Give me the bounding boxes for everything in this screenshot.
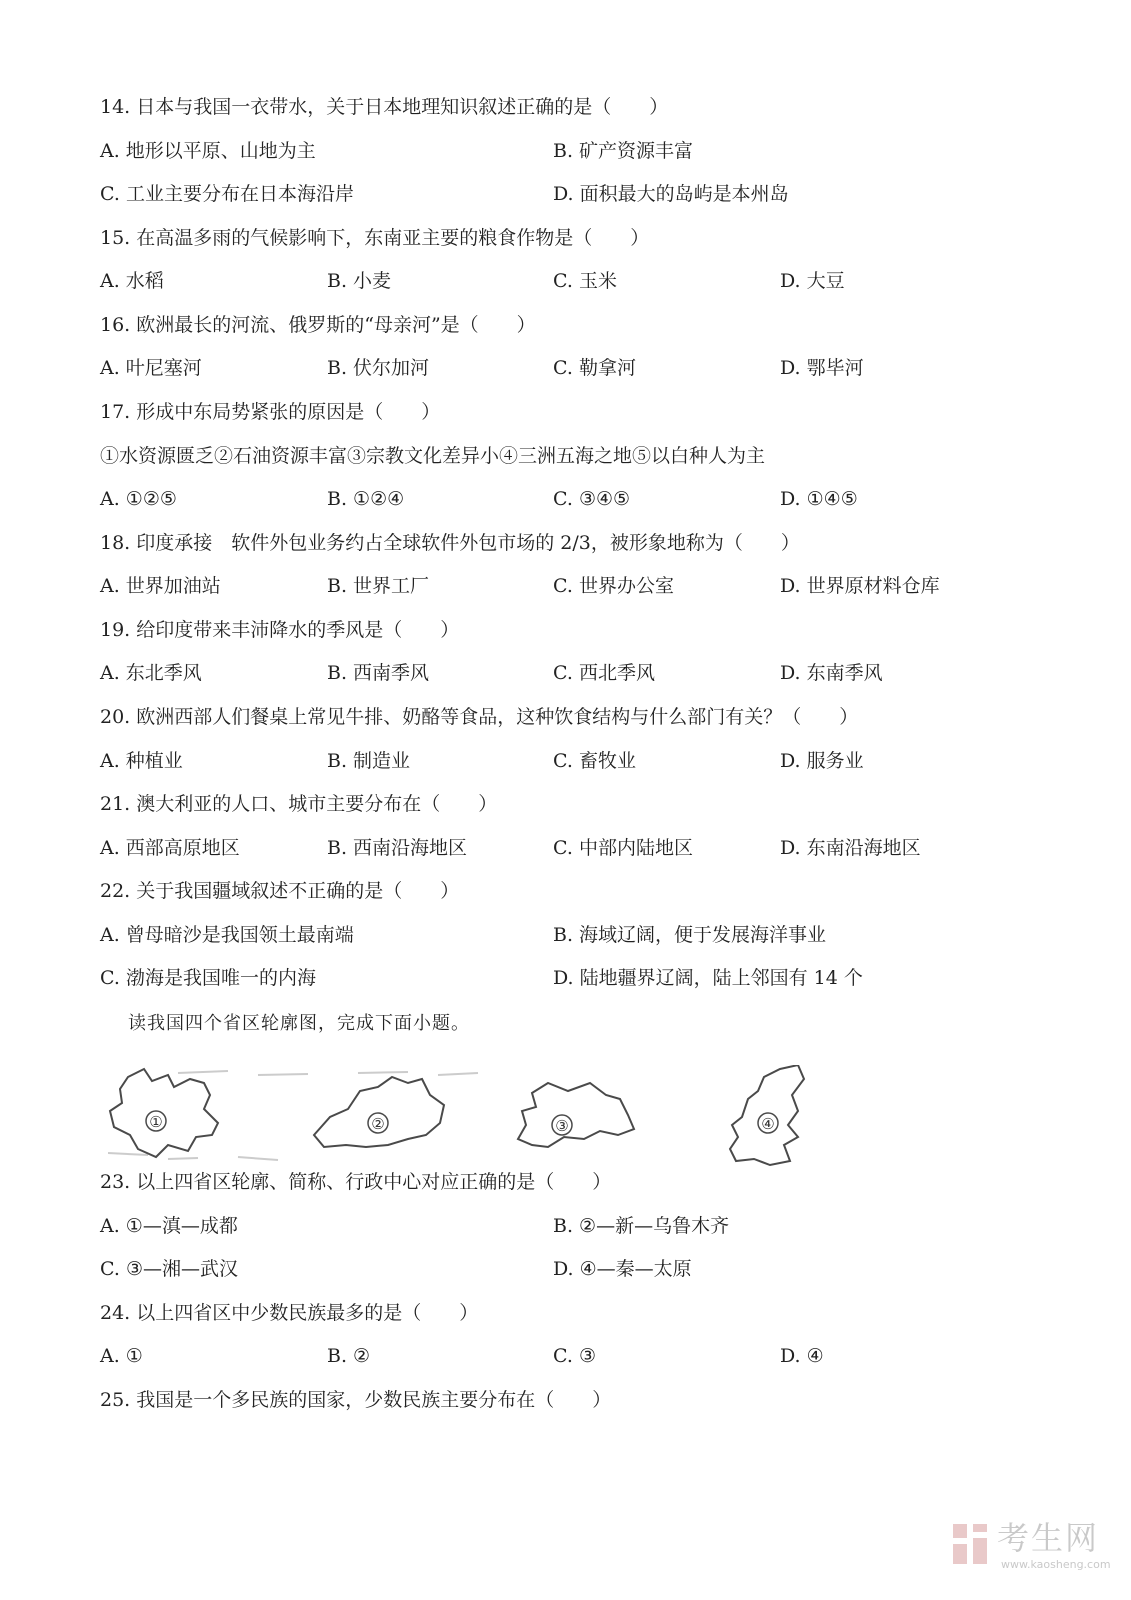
q24-option-a[interactable]: A. ① — [100, 1345, 143, 1367]
question-15-stem: 15. 在高温多雨的气候影响下，东南亚主要的粮食作物是（ ） — [100, 227, 650, 249]
q17-option-d[interactable]: D. ①④⑤ — [780, 488, 858, 510]
q16-option-d[interactable]: D. 鄂毕河 — [780, 357, 864, 379]
q24-option-b[interactable]: B. ② — [327, 1345, 371, 1367]
question-25-stem: 25. 我国是一个多民族的国家，少数民族主要分布在（ ） — [100, 1389, 612, 1411]
q21-option-c[interactable]: C. 中部内陆地区 — [553, 837, 693, 859]
province-outline-3-icon — [518, 1083, 634, 1147]
province-outline-2-icon — [314, 1077, 444, 1147]
q15-option-d[interactable]: D. 大豆 — [780, 270, 845, 292]
question-17-stem: 17. 形成中东局势紧张的原因是（ ） — [100, 401, 441, 423]
svg-text:②: ② — [371, 1115, 385, 1133]
q19-option-d[interactable]: D. 东南季风 — [780, 662, 883, 684]
q16-option-b[interactable]: B. 伏尔加河 — [327, 357, 430, 379]
q17-option-b[interactable]: B. ①②④ — [327, 488, 405, 510]
q14-option-a[interactable]: A. 地形以平原、山地为主 — [100, 140, 316, 162]
q21-option-b[interactable]: B. 西南沿海地区 — [327, 837, 468, 859]
q16-option-c[interactable]: C. 勒拿河 — [553, 357, 636, 379]
map-caption: 读我国四个省区轮廓图，完成下面小题。 — [128, 1013, 470, 1034]
question-20-stem: 20. 欧洲西部人们餐桌上常见牛排、奶酪等食品，这种饮食结构与什么部门有关？（ ） — [100, 706, 859, 728]
province-outline-maps — [108, 1065, 828, 1180]
q20-option-d[interactable]: D. 服务业 — [780, 750, 864, 772]
q24-option-d[interactable]: D. ④ — [780, 1345, 824, 1367]
question-14-stem: 14. 日本与我国一衣带水，关于日本地理知识叙述正确的是（ ） — [100, 96, 669, 118]
q17-option-c[interactable]: C. ③④⑤ — [553, 488, 631, 510]
q16-option-a[interactable]: A. 叶尼塞河 — [100, 357, 202, 379]
q20-option-a[interactable]: A. 种植业 — [100, 750, 183, 772]
q15-option-a[interactable]: A. 水稻 — [100, 270, 164, 292]
q23-option-a[interactable]: A. ①—滇—成都 — [100, 1215, 238, 1237]
q15-option-c[interactable]: C. 玉米 — [553, 270, 617, 292]
kaosheng-logo-icon — [951, 1522, 991, 1566]
scan-artifact-top — [178, 1071, 478, 1075]
question-23-stem: 23. 以上四省区轮廓、简称、行政中心对应正确的是（ ） — [100, 1171, 612, 1193]
watermark-title: 考生网 — [997, 1519, 1100, 1557]
q20-option-b[interactable]: B. 制造业 — [327, 750, 411, 772]
q18-option-d[interactable]: D. 世界原材料仓库 — [780, 575, 940, 597]
q19-option-b[interactable]: B. 西南季风 — [327, 662, 430, 684]
q18-option-c[interactable]: C. 世界办公室 — [553, 575, 674, 597]
svg-text:④: ④ — [761, 1115, 775, 1133]
q20-option-c[interactable]: C. 畜牧业 — [553, 750, 636, 772]
question-18-stem: 18. 印度承接 软件外包业务约占全球软件外包市场的 2/3，被形象地称为（ ） — [100, 532, 800, 554]
q19-option-c[interactable]: C. 西北季风 — [553, 662, 655, 684]
q21-option-a[interactable]: A. 西部高原地区 — [100, 837, 240, 859]
q22-option-b[interactable]: B. 海域辽阔，便于发展海洋事业 — [553, 924, 827, 946]
q23-option-b[interactable]: B. ②—新—乌鲁木齐 — [553, 1215, 730, 1237]
province-outline-4-icon — [730, 1065, 804, 1165]
question-24-stem: 24. 以上四省区中少数民族最多的是（ ） — [100, 1302, 479, 1324]
q17-option-a[interactable]: A. ①②⑤ — [100, 488, 177, 510]
q18-option-a[interactable]: A. 世界加油站 — [100, 575, 221, 597]
q18-option-b[interactable]: B. 世界工厂 — [327, 575, 430, 597]
scan-artifact-bottom — [108, 1153, 278, 1160]
watermark-url: www.kaosheng.com — [1001, 1558, 1111, 1571]
question-17-statements: ①水资源匮乏②石油资源丰富③宗教文化差异小④三洲五海之地⑤以白种人为主 — [100, 445, 766, 467]
q14-option-b[interactable]: B. 矿产资源丰富 — [553, 140, 694, 162]
question-16-stem: 16. 欧洲最长的河流、俄罗斯的“母亲河”是（ ） — [100, 314, 536, 336]
q15-option-b[interactable]: B. 小麦 — [327, 270, 392, 292]
question-21-stem: 21. 澳大利亚的人口、城市主要分布在（ ） — [100, 793, 498, 815]
svg-text:①: ① — [149, 1113, 163, 1131]
q14-option-c[interactable]: C. 工业主要分布在日本海沿岸 — [100, 183, 354, 205]
q21-option-d[interactable]: D. 东南沿海地区 — [780, 837, 921, 859]
q24-option-c[interactable]: C. ③ — [553, 1345, 596, 1367]
watermark-logo — [951, 1518, 1111, 1578]
q23-option-c[interactable]: C. ③—湘—武汉 — [100, 1258, 238, 1280]
q14-option-d[interactable]: D. 面积最大的岛屿是本州岛 — [553, 183, 789, 205]
question-22-stem: 22. 关于我国疆域叙述不正确的是（ ） — [100, 880, 460, 902]
q22-option-a[interactable]: A. 曾母暗沙是我国领土最南端 — [100, 924, 354, 946]
q23-option-d[interactable]: D. ④—秦—太原 — [553, 1258, 692, 1280]
svg-text:③: ③ — [555, 1117, 569, 1135]
province-outline-1-icon — [110, 1069, 218, 1157]
q22-option-c[interactable]: C. 渤海是我国唯一的内海 — [100, 967, 316, 989]
question-19-stem: 19. 给印度带来丰沛降水的季风是（ ） — [100, 619, 460, 641]
q22-option-d[interactable]: D. 陆地疆界辽阔，陆上邻国有 14 个 — [553, 967, 863, 989]
q19-option-a[interactable]: A. 东北季风 — [100, 662, 202, 684]
